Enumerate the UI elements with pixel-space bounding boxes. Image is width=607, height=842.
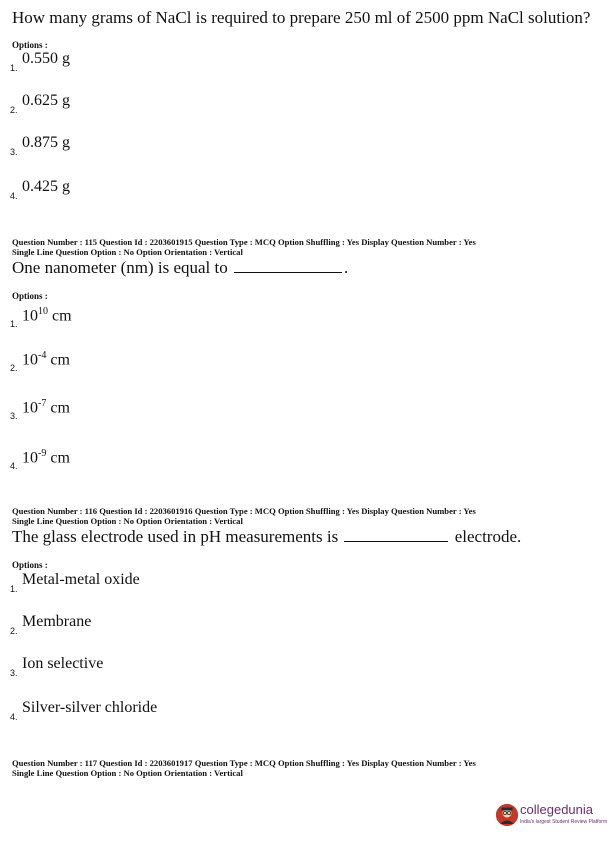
- logo-name: collegedunia: [520, 802, 594, 817]
- question-meta-line: Single Line Question Option : No Option Orientation : Vertical: [12, 246, 243, 257]
- option-text: Silver-silver chloride: [22, 699, 158, 716]
- options-label: Options :: [12, 560, 48, 570]
- option-text: 0.875 g: [22, 134, 70, 151]
- question-meta: [12, 507, 476, 526]
- option-text: 0.625 g: [22, 92, 70, 109]
- option-text: $10^{-4}$ cm: [22, 350, 70, 369]
- question-meta-line: Question Number : 116 Question Id : 2203601916 Question Type : MCQ Option Shuffling : Yes Display Question Number : Yes: [12, 506, 476, 516]
- question-meta-line: Question Number : 115 Question Id : 2203601915 Question Type : MCQ Option Shuffling : Yes Display Question Number : Yes: [12, 237, 476, 247]
- question-meta: [12, 759, 476, 778]
- question-stem: The glass electrode used in pH measurements is: [12, 527, 339, 546]
- options-label: Options :: [12, 291, 48, 301]
- option-number: 1.: [10, 319, 18, 329]
- question-stem: One nanometer (nm) is equal to: [12, 258, 228, 277]
- option-text: Metal-metal oxide: [22, 571, 140, 588]
- option-text: Ion selective: [22, 655, 104, 672]
- option-text: $10^{-9}$ cm: [22, 448, 70, 467]
- option-text: $10^{-7}$ cm: [22, 398, 70, 417]
- option-number: 2.: [10, 105, 18, 115]
- option-number: 4.: [10, 461, 18, 471]
- question-meta-line: Single Line Question Option : No Option Orientation : Vertical: [12, 767, 243, 778]
- option-number: 4.: [10, 712, 18, 722]
- logo-tagline: India's largest Student Review Platform: [520, 819, 607, 825]
- option-number: 1.: [10, 584, 18, 594]
- question-meta-line: Question Number : 117 Question Id : 2203601917 Question Type : MCQ Option Shuffling : Yes Display Question Number : Yes: [12, 758, 476, 768]
- option-number: 1.: [10, 63, 18, 73]
- option-number: 4.: [10, 191, 18, 201]
- question-meta: [12, 238, 476, 257]
- option-text: Membrane: [22, 613, 92, 630]
- question-text: [12, 527, 521, 547]
- options-label: Options :: [12, 40, 48, 50]
- option-number: 3.: [10, 147, 18, 157]
- question-stem-end: .: [344, 258, 349, 277]
- option-number: 3.: [10, 668, 18, 678]
- student-avatar-icon: [496, 804, 518, 826]
- option-number: 2.: [10, 363, 18, 373]
- option-text: 0.550 g: [22, 50, 70, 67]
- option-text: 0.425 g: [22, 178, 70, 195]
- option-text: $10^{10}$ cm: [22, 306, 72, 325]
- answer-blank: [234, 271, 342, 273]
- option-number: 3.: [10, 411, 18, 421]
- answer-blank: [344, 540, 448, 542]
- option-number: 2.: [10, 626, 18, 636]
- collegedunia-logo: [496, 800, 607, 834]
- question-text: [12, 258, 348, 278]
- question-stem-end: electrode.: [454, 527, 522, 546]
- question-meta-line: Single Line Question Option : No Option Orientation : Vertical: [12, 515, 243, 526]
- question-text: How many grams of NaCl is required to prepare 250 ml of 2500 ppm NaCl solution?: [12, 8, 591, 27]
